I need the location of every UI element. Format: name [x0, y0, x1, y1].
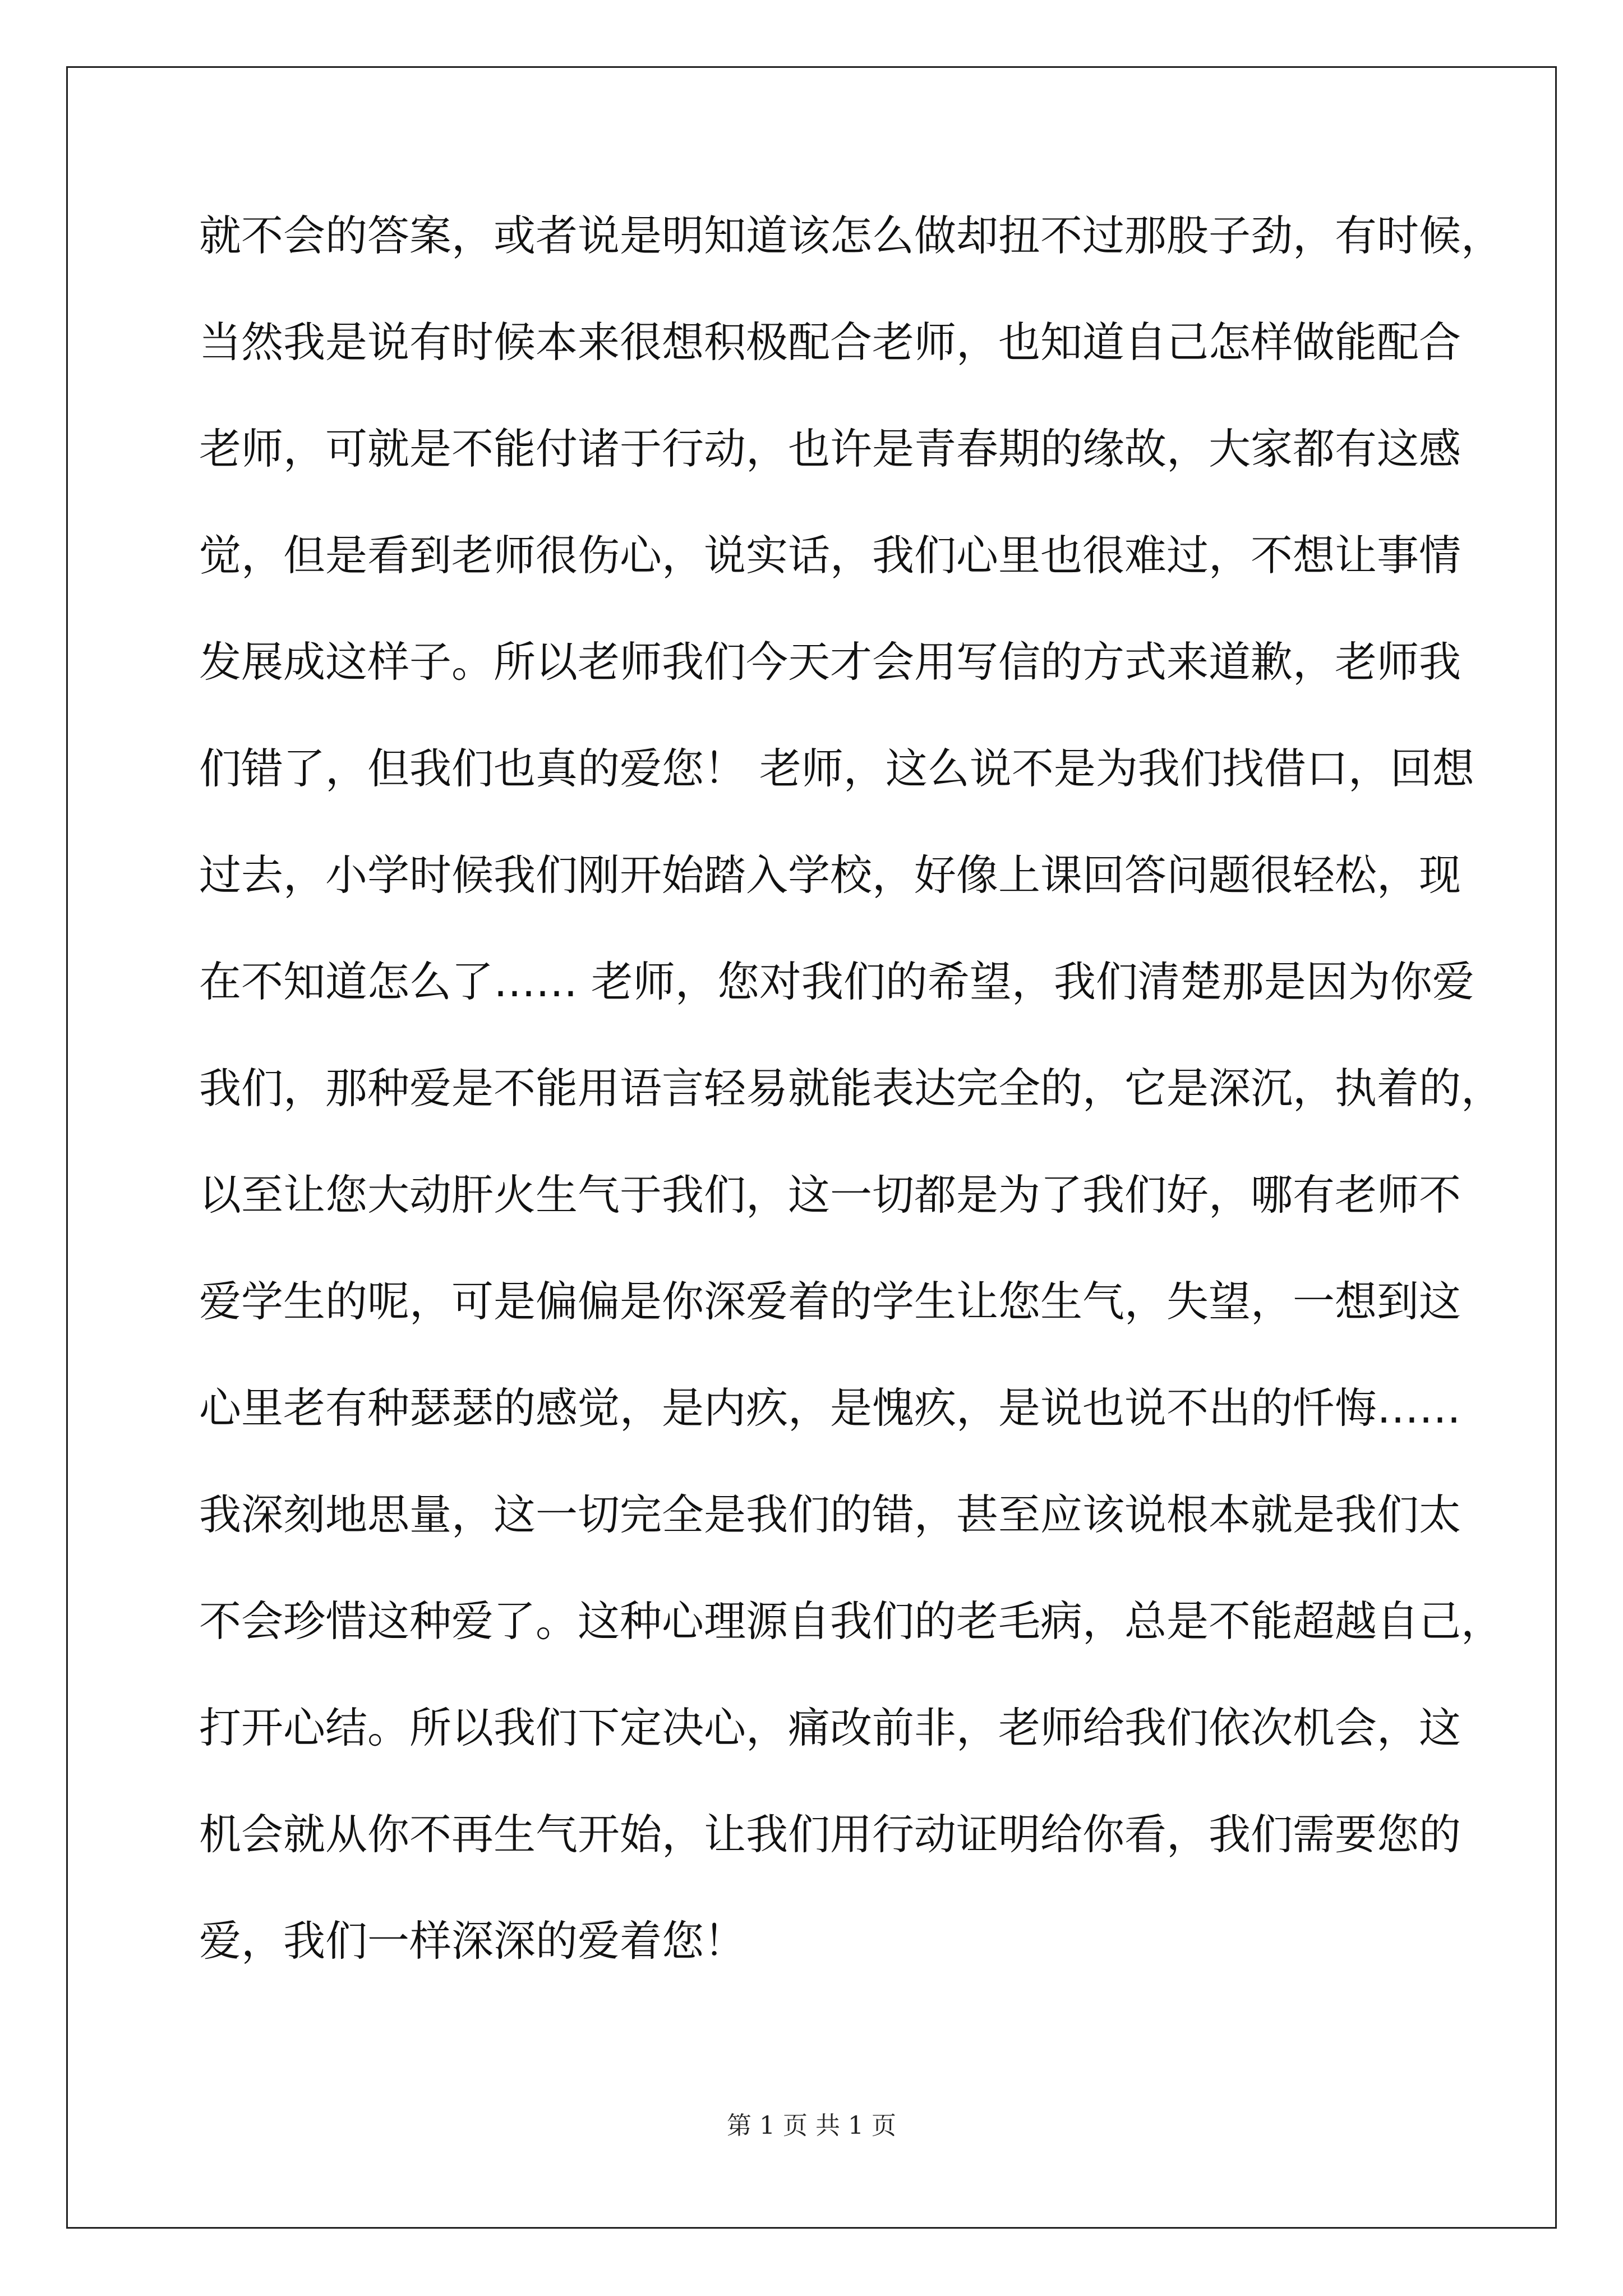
text-line: 发展成这样子。所以老师我们今天才会用写信的方式来道歉，老师我	[199, 637, 1461, 687]
letter-body	[199, 182, 1504, 1994]
text-line: 打开心结。所以我们下定决心，痛改前非，老师给我们依次机会，这	[199, 1703, 1461, 1752]
text-line: 爱，我们一样深深的爱着您！	[199, 1916, 746, 1966]
text-line: 不会珍惜这种爱了。这种心理源自我们的老毛病，总是不能超越自己，	[199, 1596, 1504, 1646]
text-line: 我深刻地思量，这一切完全是我们的错，甚至应该说根本就是我们太	[199, 1490, 1461, 1539]
text-line: 机会就从你不再生气开始，让我们用行动证明给你看，我们需要您的	[199, 1810, 1461, 1859]
text-line: 以至让您大动肝火生气于我们，这一切都是为了我们好，哪有老师不	[199, 1170, 1461, 1220]
text-line: 过去，小学时候我们刚开始踏入学校，好像上课回答问题很轻松，现	[199, 850, 1461, 900]
text-line: 心里老有种瑟瑟的感觉，是内疚，是愧疚，是说也说不出的忏悔……	[199, 1383, 1461, 1433]
text-line: 觉，但是看到老师很伤心，说实话，我们心里也很难过，不想让事情	[199, 531, 1461, 580]
text-line: 当然我是说有时候本来很想积极配合老师，也知道自己怎样做能配合	[199, 318, 1461, 367]
page-number-footer: 第 1 页 共 1 页	[727, 2111, 896, 2140]
text-line: 在不知道怎么了…… 老师，您对我们的希望，我们清楚那是因为你爱	[199, 957, 1474, 1006]
text-line: 爱学生的呢，可是偏偏是你深爱着的学生让您生气，失望，一想到这	[199, 1277, 1461, 1326]
text-line: 我们，那种爱是不能用语言轻易就能表达完全的，它是深沉，执着的，	[199, 1064, 1504, 1113]
text-line: 老师，可就是不能付诸于行动，也许是青春期的缘故，大家都有这感	[199, 424, 1461, 473]
text-line: 就不会的答案，或者说是明知道该怎么做却扭不过那股子劲，有时候，	[199, 211, 1504, 260]
text-line: 们错了，但我们也真的爱您！ 老师，这么说不是为我们找借口，回想	[199, 744, 1474, 793]
